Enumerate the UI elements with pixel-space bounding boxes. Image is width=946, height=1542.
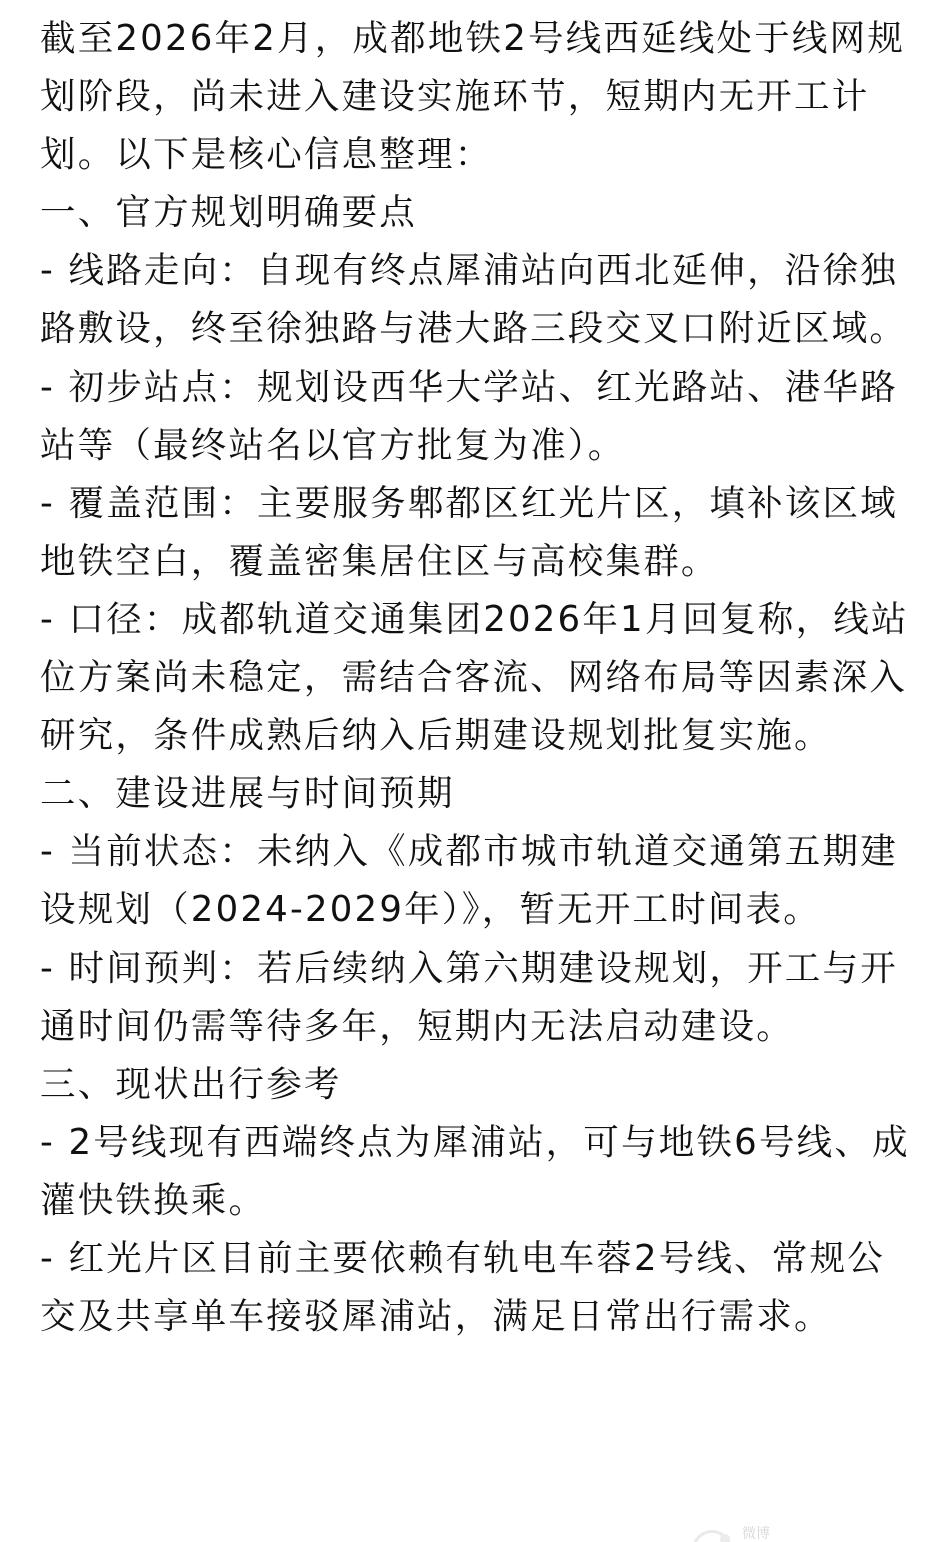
bullet-time-forecast: - 时间预判：若后续纳入第六期建设规划，开工与开通时间仍需等待多年，短期内无法启动建设。: [40, 947, 898, 1047]
section-heading-planning: 一、官方规划明确要点: [40, 192, 418, 234]
bullet-line2-terminal: - 2号线现有西端终点为犀浦站，可与地铁6号线、成灌快铁换乘。: [40, 1121, 910, 1221]
document-body: [40, 10, 910, 1346]
intro-paragraph: 截至2026年2月，成都地铁2号线西延线处于线网规划阶段，尚未进入建设实施环节，短期内无开工计划。以下是核心信息整理：: [40, 18, 906, 176]
bullet-current-status: - 当前状态：未纳入《成都市城市轨道交通第五期建设规划（2024-2029年）》，暂无开工时间表。: [40, 831, 898, 931]
bullet-coverage: - 覆盖范围：主要服务郫都区红光片区，填补该区域地铁空白，覆盖密集居住区与高校集群。: [40, 482, 898, 582]
section-heading-travel: 三、现状出行参考: [40, 1063, 342, 1105]
watermark-text: 微博: [742, 1526, 770, 1542]
section-heading-progress: 二、建设进展与时间预期: [40, 773, 455, 815]
weibo-logo-icon: [686, 1522, 741, 1542]
bullet-hongguang-transit: - 红光片区目前主要依赖有轨电车蓉2号线、常规公交及共享单车接驳犀浦站，满足日常出行需求。: [40, 1237, 885, 1338]
bullet-official-statement: - 口径：成都轨道交通集团2026年1月回复称，线站位方案尚未稳定，需结合客流、网络布局等因素深入研究，条件成熟后纳入后期建设规划批复实施。: [40, 598, 909, 757]
bullet-stations: - 初步站点：规划设西华大学站、红光路站、港华路站等（最终站名以官方批复为准）。: [40, 366, 898, 466]
bullet-route: - 线路走向：自现有终点犀浦站向西北延伸，沿徐独路敷设，终至徐独路与港大路三段交叉口附近区域。: [40, 250, 908, 350]
